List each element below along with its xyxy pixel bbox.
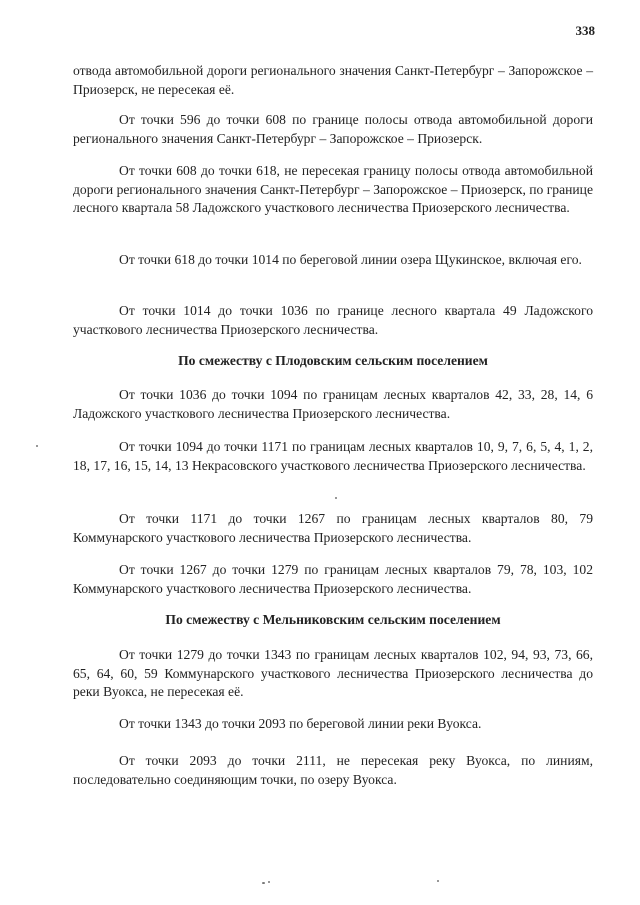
paragraph: От точки 1343 до точки 2093 по береговой линии реки Вуокса. bbox=[119, 716, 482, 731]
paragraph-continuation: отвода автомобильной дороги регионального значения Санкт-Петербург – Запорожское – Приозерск, не пересекая её. bbox=[73, 63, 593, 97]
paragraph: От точки 608 до точки 618, не пересекая границу полосы отвода автомобильной дороги регионального значения Санкт-Петербург – Запорожское – Приозерск, по границе лесного квартала 58 Ладожского участкового лесничества Приозерского лесничества. bbox=[73, 163, 593, 215]
page-number: 338 bbox=[575, 23, 595, 38]
paragraph: От точки 1094 до точки 1171 по границам лесных кварталов 10, 9, 7, 6, 5, 4, 1, 2, 18, 17, 16, 15, 14, 13 Некрасовского участкового лесничества Приозерского лесничества. bbox=[73, 439, 593, 473]
section-heading: По смежеству с Мельниковским сельским поселением bbox=[165, 612, 501, 627]
scan-speck bbox=[335, 497, 337, 499]
scan-speck bbox=[262, 882, 265, 884]
scan-speck bbox=[36, 445, 38, 447]
section-heading: По смежеству с Плодовским сельским поселением bbox=[178, 353, 488, 368]
paragraph: От точки 1036 до точки 1094 по границам лесных кварталов 42, 33, 28, 14, 6 Ладожского участкового лесничества Приозерского лесничества. bbox=[73, 387, 593, 421]
paragraph: От точки 618 до точки 1014 по береговой линии озера Щукинское, включая его. bbox=[119, 252, 582, 267]
scan-speck bbox=[268, 881, 270, 883]
scan-speck bbox=[437, 880, 439, 882]
paragraph: От точки 1014 до точки 1036 по границе лесного квартала 49 Ладожского участкового лесничества Приозерского лесничества. bbox=[73, 303, 593, 337]
paragraph: От точки 1171 до точки 1267 по границам лесных кварталов 80, 79 Коммунарского участкового лесничества Приозерского лесничества. bbox=[73, 511, 593, 545]
paragraph: От точки 596 до точки 608 по границе полосы отвода автомобильной дороги регионального значения Санкт-Петербург – Запорожское – Приозерск. bbox=[73, 112, 593, 146]
paragraph: От точки 1267 до точки 1279 по границам лесных кварталов 79, 78, 103, 102 Коммунарского участкового лесничества Приозерского лесничества. bbox=[73, 562, 593, 596]
paragraph: От точки 2093 до точки 2111, не пересекая реку Вуокса, по линиям, последовательно соединяющим точки, по озеру Вуокса. bbox=[73, 753, 593, 787]
paragraph: От точки 1279 до точки 1343 по границам лесных кварталов 102, 94, 93, 73, 66, 65, 64, 60, 59 Коммунарского участкового лесничества Приозерского лесничества до реки Вуокса, не пересекая её. bbox=[73, 647, 593, 699]
